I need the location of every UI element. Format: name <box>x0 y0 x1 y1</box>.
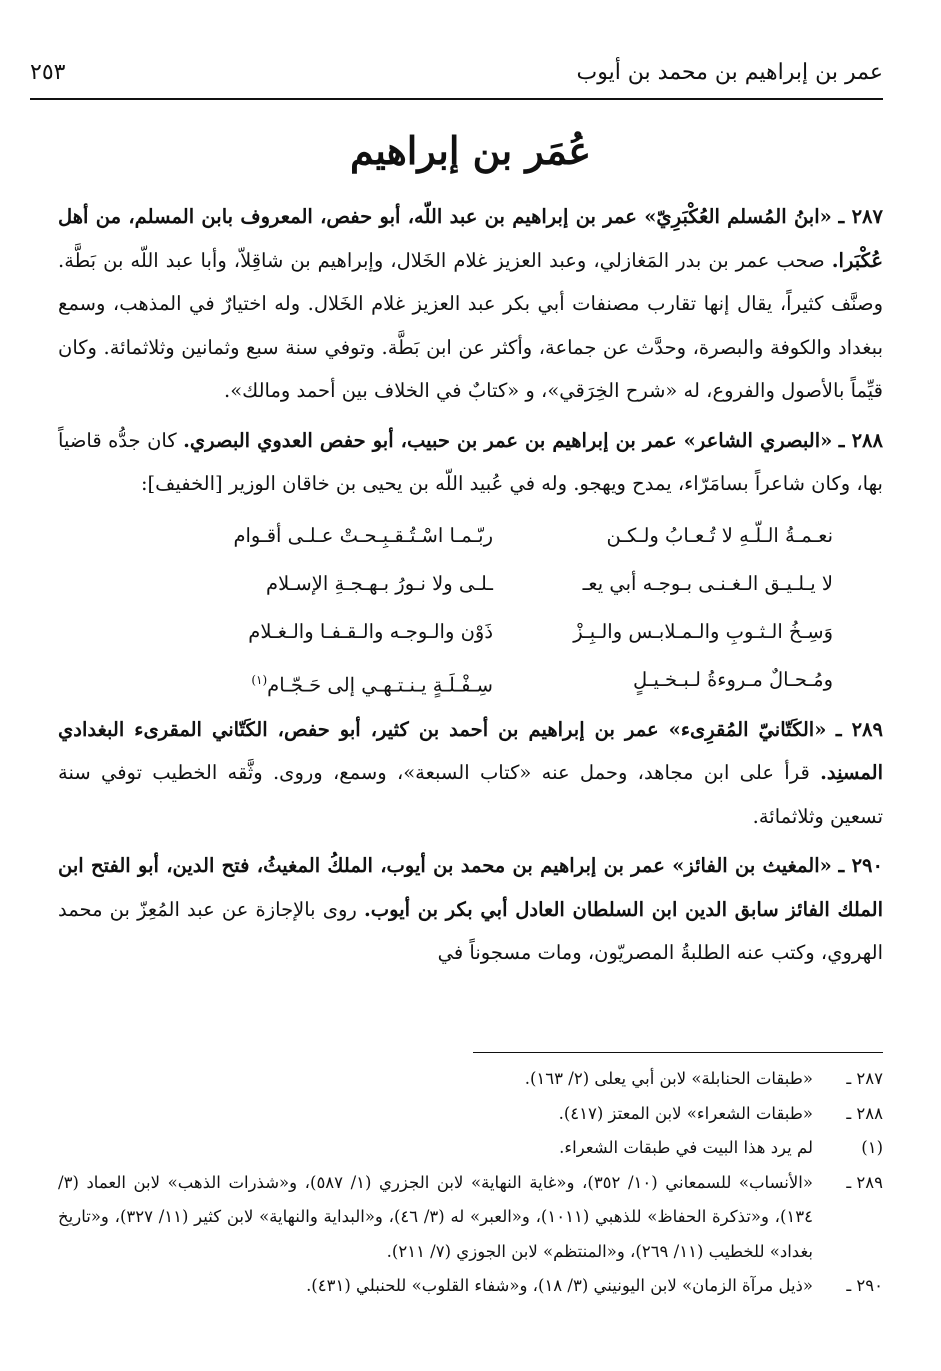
entry-text: روى بالإجازة عن عبد المُعِزّ بن محمد الهروي، وكتب عنه الطلبةُ المصريّون، ومات مسجوناً في <box>58 897 883 964</box>
footnote-rule <box>473 1052 883 1053</box>
footnote-key: ٢٨٩ ـ <box>846 1172 883 1192</box>
entry-heading: «المغيث بن الفائز» عمر بن إبراهيم بن محمد بن أيوب، الملكُ المغيثُ، فتح الدين، أبو الفتح ابن الملك الفائز سابق الدين ابن السلطان العادل أبي بكر بن أيوب. <box>58 854 883 921</box>
verse-first-hemistich: نعـمـةُ الـلّـهِ لا تُـعـابُ ولـكـن <box>606 523 833 547</box>
entry-number: ٢٨٩ ـ <box>835 717 883 741</box>
verse-first-hemistich: ومُـحـالٌ مـروءةُ لـبـخـيـلٍ <box>632 667 833 691</box>
footnote <box>58 1269 883 1304</box>
poem-verse <box>58 560 883 608</box>
entry-289 <box>58 708 883 839</box>
footnote-text: لم يرد هذا البيت في طبقات الشعراء. <box>559 1138 813 1157</box>
entry-287 <box>58 195 883 413</box>
poem-verse <box>58 608 883 656</box>
footnote <box>58 1166 883 1270</box>
entry-number: ٢٨٨ ـ <box>838 428 883 452</box>
running-title: عمر بن إبراهيم بن محمد بن أيوب <box>576 60 883 85</box>
verse-second-hemistich <box>163 656 493 710</box>
entry-heading: «الكَتّانيّ المُقرِىء» عمر بن إبراهيم بن أحمد بن كثير، أبو حفص، الكَتّاني المقرىء البغدادي المسنِد. <box>58 717 884 784</box>
footnote <box>58 1097 883 1132</box>
entry-290 <box>58 844 883 975</box>
running-header <box>30 52 883 100</box>
footnote-key: (١) <box>861 1138 883 1157</box>
verse-first-hemistich: وَسِـخُ الـثـوبِ والـمـلابـس والـبِـزْ <box>573 619 833 643</box>
footnote-text: «ذيل مرآة الزمان» لابن اليونيني (٣/ ١٨)، و«شفاء القلوب» للحنبلي (٤٣١). <box>306 1276 813 1295</box>
footnote-key: ٢٨٨ ـ <box>846 1103 883 1123</box>
poem <box>58 512 883 704</box>
entry-number: ٢٨٧ ـ <box>838 205 883 228</box>
poem-verse <box>58 512 883 560</box>
footnote <box>58 1131 883 1166</box>
verse-second-hemistich: ذَوْن والـوجـه والـقـفـا والـغـلام <box>248 619 493 643</box>
verse-first-hemistich: لا يـلـيـق الـغـنـى بـوجـه أبي يعـ <box>582 571 833 595</box>
entry-text: كان جدُّه قاضياً بها، وكان شاعراً بسامَرّاء، يمدح ويهجو. وله في عُبيد اللّه بن يحيى بن خاقان الوزير [الخفيف]: <box>58 428 883 495</box>
entry-heading: «البصري الشاعر» عمر بن إبراهيم بن عمر بن حبيب، أبو حفص العدوي البصري. <box>183 428 833 452</box>
footnote-text: «طبقات الحنابلة» لابن أبي يعلى (٢/ ١٦٣). <box>524 1069 813 1088</box>
entry-text: قرأ على ابن مجاهد، وحمل عنه «كتاب السبعة»، وسمع، وروى. وثَّقه الخطيب توفي سنة تسعين وثلاثمائة. <box>58 761 883 828</box>
footnote-key: ٢٨٧ ـ <box>846 1069 883 1088</box>
entries-body <box>58 195 883 981</box>
footnote-key: ٢٩٠ ـ <box>846 1276 883 1295</box>
entry-288 <box>58 419 883 506</box>
footnote <box>58 1062 883 1097</box>
page-number: ٢٥٣ <box>30 60 66 85</box>
footnote-reference: (١) <box>251 672 268 687</box>
entry-heading: «ابنُ المُسلم العُكْبَرِيّ» عمر بن إبراهيم بن عبد اللّه، أبو حفص، المعروف بابن المسلم، من أهل عُكْبَرا. <box>58 205 883 272</box>
verse-text: سِـفْـلَـةٍ يـنـتـهـي إلى حَـجّـام <box>267 673 493 696</box>
entry-text: صحب عمر بن بدر المَغازلي، وعبد العزيز غلام الخَلال، وإبراهيم بن شاقِلاّ، وأبا عبد اللّه بن بَطَّة. وصنَّف كثيراً، يقال إنها تقارب مصنفات أبي بكر عبد العزيز غلام الخَلال. وله اختيارٌ في المذهب، وسمع ببغداد والكوفة والبصرة، وحدَّث عن جماعة، وأكثر عن ابن بَطَّة. وتوفي سنة سبع وثمانين وثلاثمائة. وكان قيِّماً بالأصول والفروع، له «شرح الخِرَقي»، و «كتابٌ في الخلاف بين أحمد ومالك». <box>58 248 883 402</box>
poem-verse <box>58 656 883 704</box>
footnote-text: «طبقات الشعراء» لابن المعتز (٤١٧). <box>558 1103 813 1123</box>
footnote-text: «الأنساب» للسمعاني (١٠/ ٣٥٢)، و«غاية النهاية» لابن الجزري (١/ ٥٨٧)، و«شذرات الذهب» لابن العماد (٣/ ١٣٤)، و«تذكرة الحفاظ» للذهبي (١٠١١)، و«العبر» له (٣/ ٤٦)، و«البداية والنهاية» لابن كثير (١١/ ٣٢٧)، و«تاريخ بغداد» للخطيب (١١/ ٢٦٩)، و«المنتظم» لابن الجوزي (٧/ ٢١١). <box>58 1172 814 1261</box>
verse-second-hemistich: ربّـمـا اسْـتُـقـبِـحـتْ عـلـى أقـوام <box>233 523 493 547</box>
section-title: عُمَر بن إبراهيم <box>349 128 592 173</box>
entry-number: ٢٩٠ ـ <box>838 854 883 877</box>
footnotes <box>58 1062 883 1304</box>
verse-second-hemistich: ـلـى ولا نـورُ بـهـجـةِ الإسـلام <box>266 571 493 595</box>
